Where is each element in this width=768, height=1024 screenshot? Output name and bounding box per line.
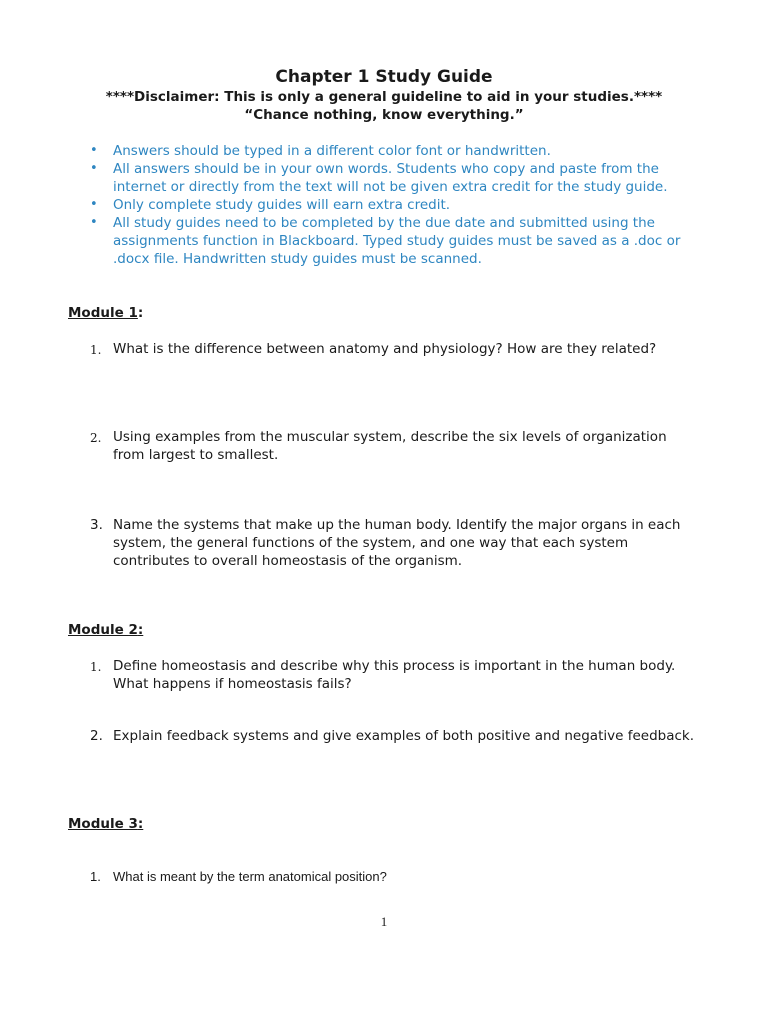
disclaimer-text: ****Disclaimer: This is only a general guideline to aid in your studies.**** [105, 89, 663, 105]
instruction-item [90, 142, 710, 160]
question-number: 1. [90, 660, 102, 674]
question-number: 1. [90, 869, 101, 884]
question-text: What is meant by the term anatomical position? [113, 869, 387, 884]
module-1-heading [68, 304, 143, 322]
module-colon: : [137, 622, 144, 638]
page-title: Chapter 1 Study Guide [275, 67, 493, 87]
bullet-icon: • [90, 143, 98, 158]
module-1-question-2 [90, 428, 702, 464]
bullet-icon: • [90, 197, 98, 212]
question-text: Define homeostasis and describe why this process is important in the human body. What happens if homeostasis fails? [113, 658, 676, 692]
instructions-list [90, 142, 710, 268]
question-number: 3. [90, 517, 103, 533]
question-number: 2. [90, 431, 102, 445]
question-text: Using examples from the muscular system, describe the six levels of organization from largest to smallest. [113, 429, 667, 463]
instruction-item [90, 160, 710, 196]
instruction-text: Answers should be typed in a different color font or handwritten. [113, 143, 551, 159]
bullet-icon: • [90, 215, 98, 230]
question-number: 1. [90, 343, 102, 357]
instruction-text: Only complete study guides will earn extra credit. [113, 197, 451, 213]
module-2-question-2 [90, 727, 702, 745]
module-colon: : [137, 305, 144, 321]
question-number: 2. [90, 728, 103, 744]
question-text: Name the systems that make up the human body. Identify the major organs in each system, the general functions of the system, and one way that each system contributes to overall homeostasis of the organism. [113, 517, 681, 569]
question-text: Explain feedback systems and give examples of both positive and negative feedback. [113, 728, 695, 744]
module-3-heading [68, 815, 143, 833]
instruction-item [90, 196, 710, 214]
instruction-text: All answers should be in your own words. Students who copy and paste from the internet or directly from the text will not be given extra credit for the study guide. [113, 161, 668, 195]
question-text: What is the difference between anatomy and physiology? How are they related? [113, 341, 657, 357]
module-label: Module 1 [68, 305, 138, 321]
bullet-icon: • [90, 161, 98, 176]
module-3-question-1 [90, 868, 702, 886]
module-1-question-1 [90, 340, 702, 358]
module-2-heading [68, 621, 143, 639]
instruction-text: All study guides need to be completed by the due date and submitted using the assignments function in Blackboard. Typed study guides must be saved as a .doc or .docx file. Handwritten study guides must be scanned. [113, 215, 681, 267]
module-label: Module 2 [68, 622, 138, 638]
module-label: Module 3 [68, 816, 138, 832]
module-colon: : [137, 816, 144, 832]
module-2-question-1 [90, 657, 702, 693]
motto-text: “Chance nothing, know everything.” [244, 107, 524, 123]
instruction-item [90, 214, 710, 268]
page-number: 1 [380, 914, 388, 929]
module-1-question-3 [90, 516, 702, 570]
